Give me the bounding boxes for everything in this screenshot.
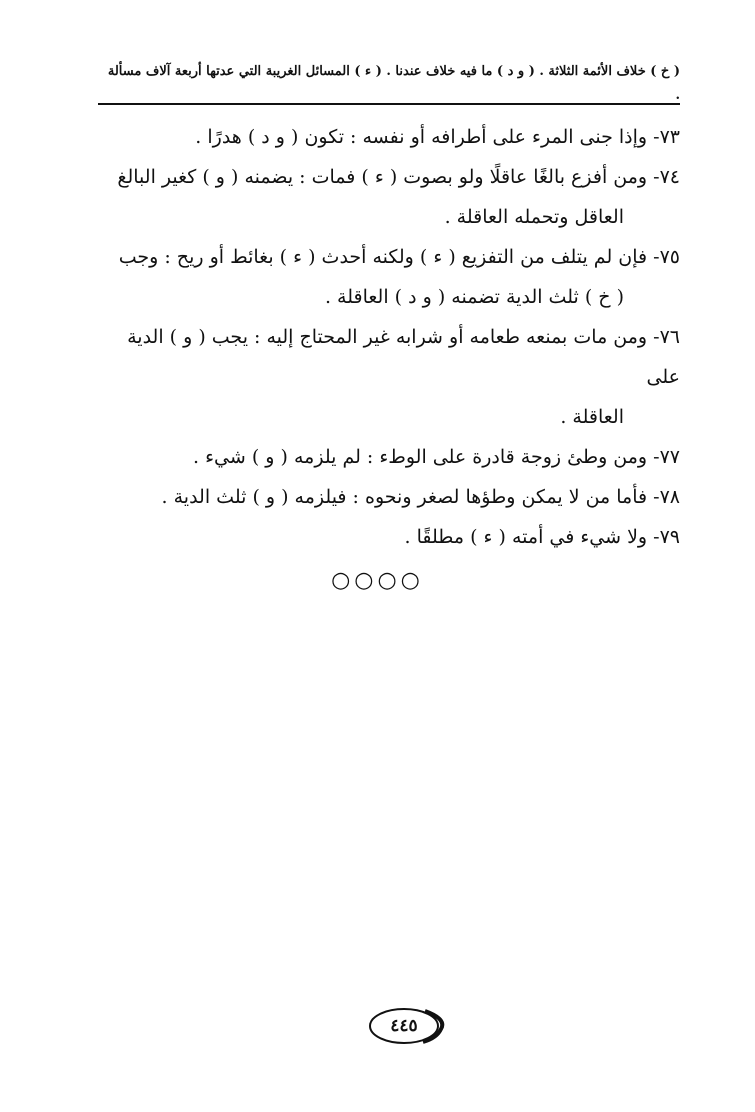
- entry-text: ومن أفزع بالغًا عاقلًا ولو بصوت ( ء ) فمات : يضمنه ( و ) كغير البالغ: [117, 166, 648, 188]
- entry-number: ٧٧-: [653, 446, 680, 468]
- entry-79: [108, 517, 680, 557]
- entry-74: [108, 157, 680, 237]
- entry-78: [108, 477, 680, 517]
- page-number-frame: [367, 1005, 447, 1047]
- entry-number: ٧٤-: [653, 166, 680, 188]
- entry-76: [108, 317, 680, 437]
- entry-73: [108, 117, 680, 157]
- entry-text: ومن وطئ زوجة قادرة على الوطء : لم يلزمه ( و ) شيء .: [193, 446, 648, 468]
- entry-text: ومن مات بمنعه طعامه أو شرابه غير المحتاج إليه : يجب ( و ) الدية على: [127, 326, 680, 388]
- header-rule: [98, 103, 680, 105]
- entry-continuation: العاقلة .: [560, 406, 624, 428]
- entries-list: [108, 117, 680, 557]
- entry-number: ٧٣-: [653, 126, 680, 148]
- running-header: ( خ ) خلاف الأئمة الثلاثة . ( و د ) ما فيه خلاف عندنا . ( ء ) المسائل الغريبة التي عدتها أربعة آلاف مسألة .: [107, 64, 680, 103]
- entry-number: ٧٥-: [653, 246, 680, 268]
- entry-number: ٧٩-: [653, 526, 680, 548]
- entry-75: [108, 237, 680, 317]
- entry-continuation: ( خ ) ثلث الدية تضمنه ( و د ) العاقلة .: [324, 286, 624, 308]
- entry-text: فإن لم يتلف من التفزيع ( ء ) ولكنه أحدث ( ء ) بغائط أو ريح : وجب: [118, 246, 648, 268]
- entry-continuation: العاقل وتحمله العاقلة .: [444, 206, 624, 228]
- page-number: ٤٤٥: [390, 1016, 418, 1036]
- entry-number: ٧٦-: [653, 326, 680, 348]
- entry-number: ٧٨-: [653, 486, 680, 508]
- entry-text: وإذا جنى المرء على أطرافه أو نفسه : تكون ( و د ) هدرًا .: [195, 126, 648, 148]
- entry-text: فأما من لا يمكن وطؤها لصغر ونحوه : فيلزمه ( و ) ثلث الدية .: [161, 486, 648, 508]
- section-end-ornament: ○○○○: [331, 568, 424, 593]
- entry-77: [108, 437, 680, 477]
- entry-text: ولا شيء في أمته ( ء ) مطلقًا .: [404, 526, 648, 548]
